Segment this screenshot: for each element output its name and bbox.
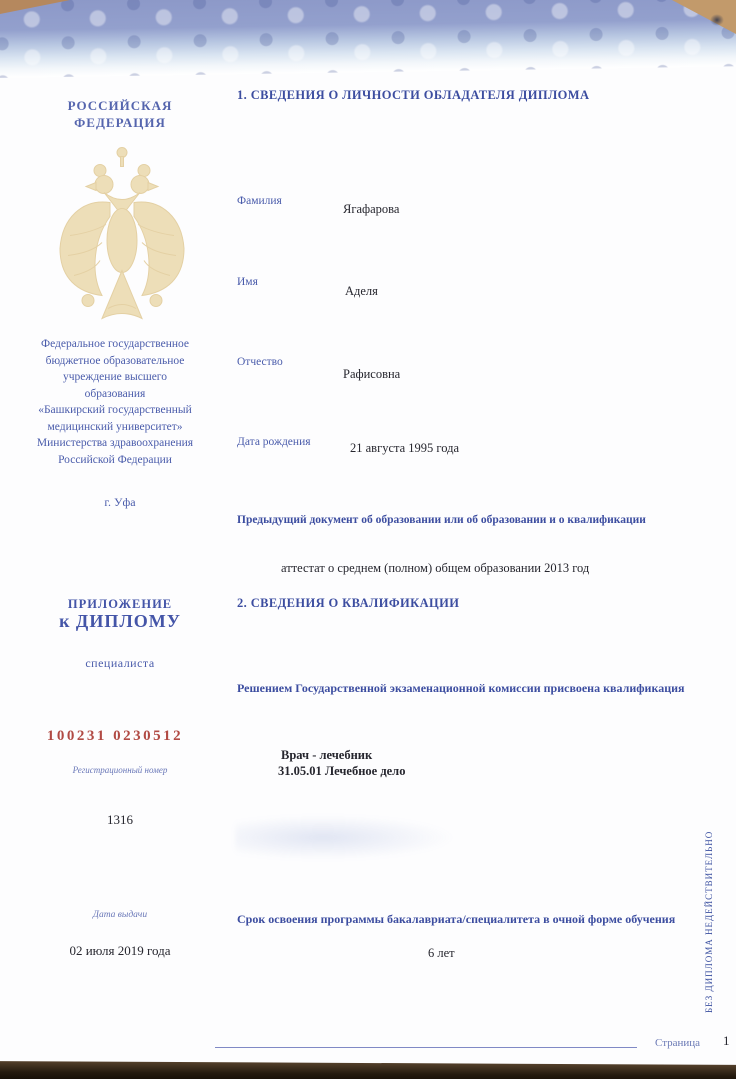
institution-name: [5, 336, 225, 468]
qualification-decision-text: Решением Государственной экзаменационной комиссии присвоена квалификация: [237, 681, 685, 695]
institution-line: «Башкирский государственный: [38, 404, 192, 416]
coat-of-arms-eagle-icon: [52, 138, 192, 333]
country-line-2: ФЕДЕРАЦИЯ: [74, 115, 166, 130]
doc-title-line1: ПРИЛОЖЕНИЕ: [67, 597, 173, 611]
doc-title-line3: специалиста: [85, 656, 155, 670]
section1-title: 1. СВЕДЕНИЯ О ЛИЧНОСТИ ОБЛАДАТЕЛЯ ДИПЛОМА: [237, 88, 590, 102]
section2-title: 2. СВЕДЕНИЯ О КВАЛИФИКАЦИИ: [237, 596, 460, 610]
institution-line: Федеральное государственное: [40, 338, 189, 350]
institution-line: образования: [84, 387, 146, 400]
previous-education-value: аттестат о среднем (полном) общем образовании 2013 год: [281, 561, 590, 575]
registration-number-value: 1316: [107, 812, 133, 827]
birthdate-label: Дата рождения: [237, 436, 311, 448]
page-label: Страница: [655, 1037, 701, 1049]
issue-date-value: 02 июля 2019 года: [69, 943, 171, 958]
guilloche-band: [0, 0, 736, 78]
footer-rule: [215, 1047, 637, 1048]
study-duration-value: 6 лет: [428, 946, 455, 960]
firstname-label: Имя: [237, 276, 258, 288]
blank-serial-number: 100231 0230512: [46, 728, 184, 744]
specialty-value: 31.05.01 Лечебное дело: [278, 764, 406, 778]
country-line-1: РОССИЙСКАЯ: [67, 98, 173, 113]
surname-label: Фамилия: [237, 195, 282, 207]
institution-city: г. Уфа: [104, 495, 136, 509]
study-duration-label: Срок освоения программы бакалавриата/специалитета в очной форме обучения: [237, 912, 676, 926]
side-validity-note: БЕЗ ДИПЛОМА НЕДЕЙСТВИТЕЛЬНО: [704, 830, 714, 1013]
doc-title-line2: к ДИПЛОМУ: [59, 611, 181, 631]
registration-number-label: Регистрационный номер: [72, 765, 168, 775]
previous-education-label: Предыдущий документ об образовании или об образовании и о квалификации: [237, 514, 646, 526]
patronymic-value: Рафисовна: [343, 367, 401, 381]
ink-smudge: [710, 14, 724, 26]
issue-date-label: Дата выдачи: [92, 910, 148, 920]
country-name: [15, 97, 225, 131]
institution-line: учреждение высшего: [63, 371, 167, 383]
institution-line: медицинский университет»: [47, 420, 183, 433]
qualification-value: Врач - лечебник: [281, 748, 373, 762]
firstname-value: Аделя: [345, 284, 378, 298]
birthdate-value: 21 августа 1995 года: [350, 441, 460, 455]
photo-edge-bottom: [0, 1061, 736, 1079]
surname-value: Ягафарова: [343, 202, 400, 216]
page-number: 1: [723, 1033, 730, 1048]
institution-line: бюджетное образовательное: [45, 354, 185, 367]
institution-line: Российской Федерации: [58, 453, 172, 466]
patronymic-label: Отчество: [237, 356, 283, 368]
faint-stain: [235, 815, 455, 860]
institution-line: Министерства здравоохранения: [36, 437, 194, 449]
